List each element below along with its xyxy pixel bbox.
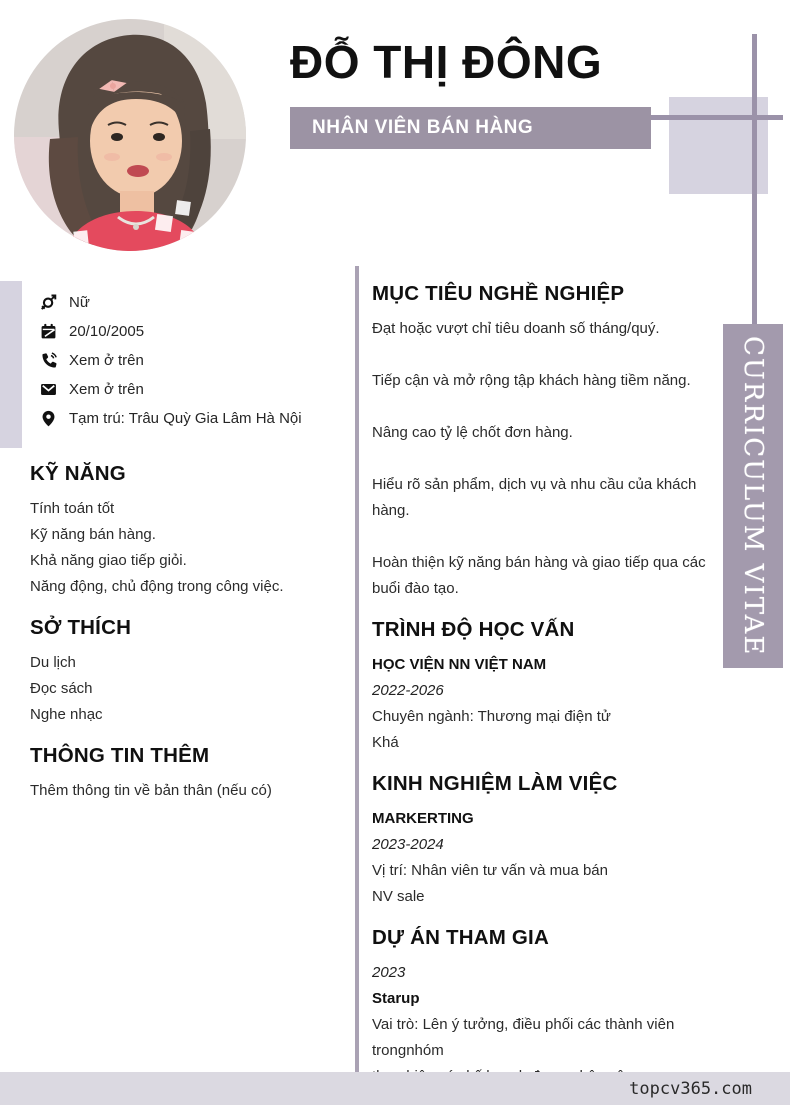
profile-photo [14,19,246,251]
education-major: Chuyên ngành: Thương mại điện tử [372,708,611,725]
objective-item: Nâng cao tỷ lệ chốt đơn hàng. [372,424,573,441]
calendar-icon [40,323,57,340]
info-row-address [40,404,302,433]
project-period: 2023 [372,964,406,981]
hobby-item: Du lịch [30,654,76,671]
email-value: Xem ở trên [69,381,144,398]
birthdate-value: 20/10/2005 [69,323,145,340]
education-grade: Khá [372,734,399,751]
objective-item: Hoàn thiện kỹ năng bán hàng và giao tiếp qua các buổi đào tạo. [372,554,706,597]
info-row-email [40,375,302,404]
info-row-gender [40,288,302,317]
right-column [372,282,720,1105]
additional-info-title: THÔNG TIN THÊM [30,744,210,767]
left-accent-bar [0,281,22,448]
location-icon [40,410,57,427]
email-icon [40,381,57,398]
candidate-name: ĐỖ THỊ ĐÔNG [290,36,603,88]
education-title: TRÌNH ĐỘ HỌC VẤN [372,618,575,641]
objective-item: Tiếp cận và mở rộng tập khách hàng tiềm năng. [372,372,691,389]
hobbies-list [30,650,342,728]
skills-title: KỸ NĂNG [30,462,126,485]
additional-info-item: Thêm thông tin về bản thân (nếu có) [30,782,272,799]
column-divider [355,266,359,1072]
hobbies-title: SỞ THÍCH [30,616,132,639]
hobby-item: Đọc sách [30,680,93,697]
skills-list [30,496,342,600]
additional-info-list [30,778,342,804]
experience-period: 2023-2024 [372,836,444,853]
info-row-birthdate [40,317,302,346]
curriculum-vitae-banner [723,324,783,668]
profile-photo-illustration [14,19,246,251]
skill-item: Khả năng giao tiếp giỏi. [30,552,187,569]
objective-title: MỤC TIÊU NGHỀ NGHIỆP [372,282,625,305]
experience-title: KINH NGHIỆM LÀM VIỆC [372,772,618,795]
project-role-line: Vai trò: Lên ý tưởng, điều phối các thành viên trongnhóm [372,1016,675,1059]
education-school: HỌC VIỆN NN VIỆT NAM [372,656,547,673]
curriculum-vitae-text: CURRICULUM VITAE [738,335,768,657]
left-column [30,462,342,804]
footer-watermark-bar [0,1072,790,1105]
objective-list [372,316,720,602]
job-title-banner [290,107,651,149]
watermark-text: topcv365.com [629,1078,752,1099]
hobby-item: Nghe nhạc [30,706,103,723]
skill-item: Tính toán tốt [30,500,115,517]
phone-value: Xem ở trên [69,352,144,369]
gender-icon [40,294,57,311]
experience-position: Vị trí: Nhân viên tư vấn và mua bán [372,862,608,879]
objective-item: Hiểu rõ sản phẩm, dịch vụ và nhu cầu của khách hàng. [372,476,697,519]
gender-value: Nữ [69,294,90,311]
decor-horizontal-line [651,115,783,120]
job-title: NHÂN VIÊN BÁN HÀNG [312,117,534,138]
objective-item: Đạt hoặc vượt chỉ tiêu doanh số tháng/quý. [372,320,660,337]
skill-item: Năng động, chủ động trong công việc. [30,578,284,595]
projects-title: DỰ ÁN THAM GIA [372,926,549,949]
experience-description: NV sale [372,888,425,905]
phone-icon [40,352,57,369]
address-value: Tạm trú: Trâu Quỳ Gia Lâm Hà Nội [69,410,302,427]
experience-company: MARKERTING [372,810,474,827]
education-period: 2022-2026 [372,682,444,699]
decor-vertical-line [752,34,757,324]
info-row-phone [40,346,302,375]
skill-item: Kỹ năng bán hàng. [30,526,156,543]
project-name: Starup [372,990,420,1007]
personal-info-list [40,288,302,433]
